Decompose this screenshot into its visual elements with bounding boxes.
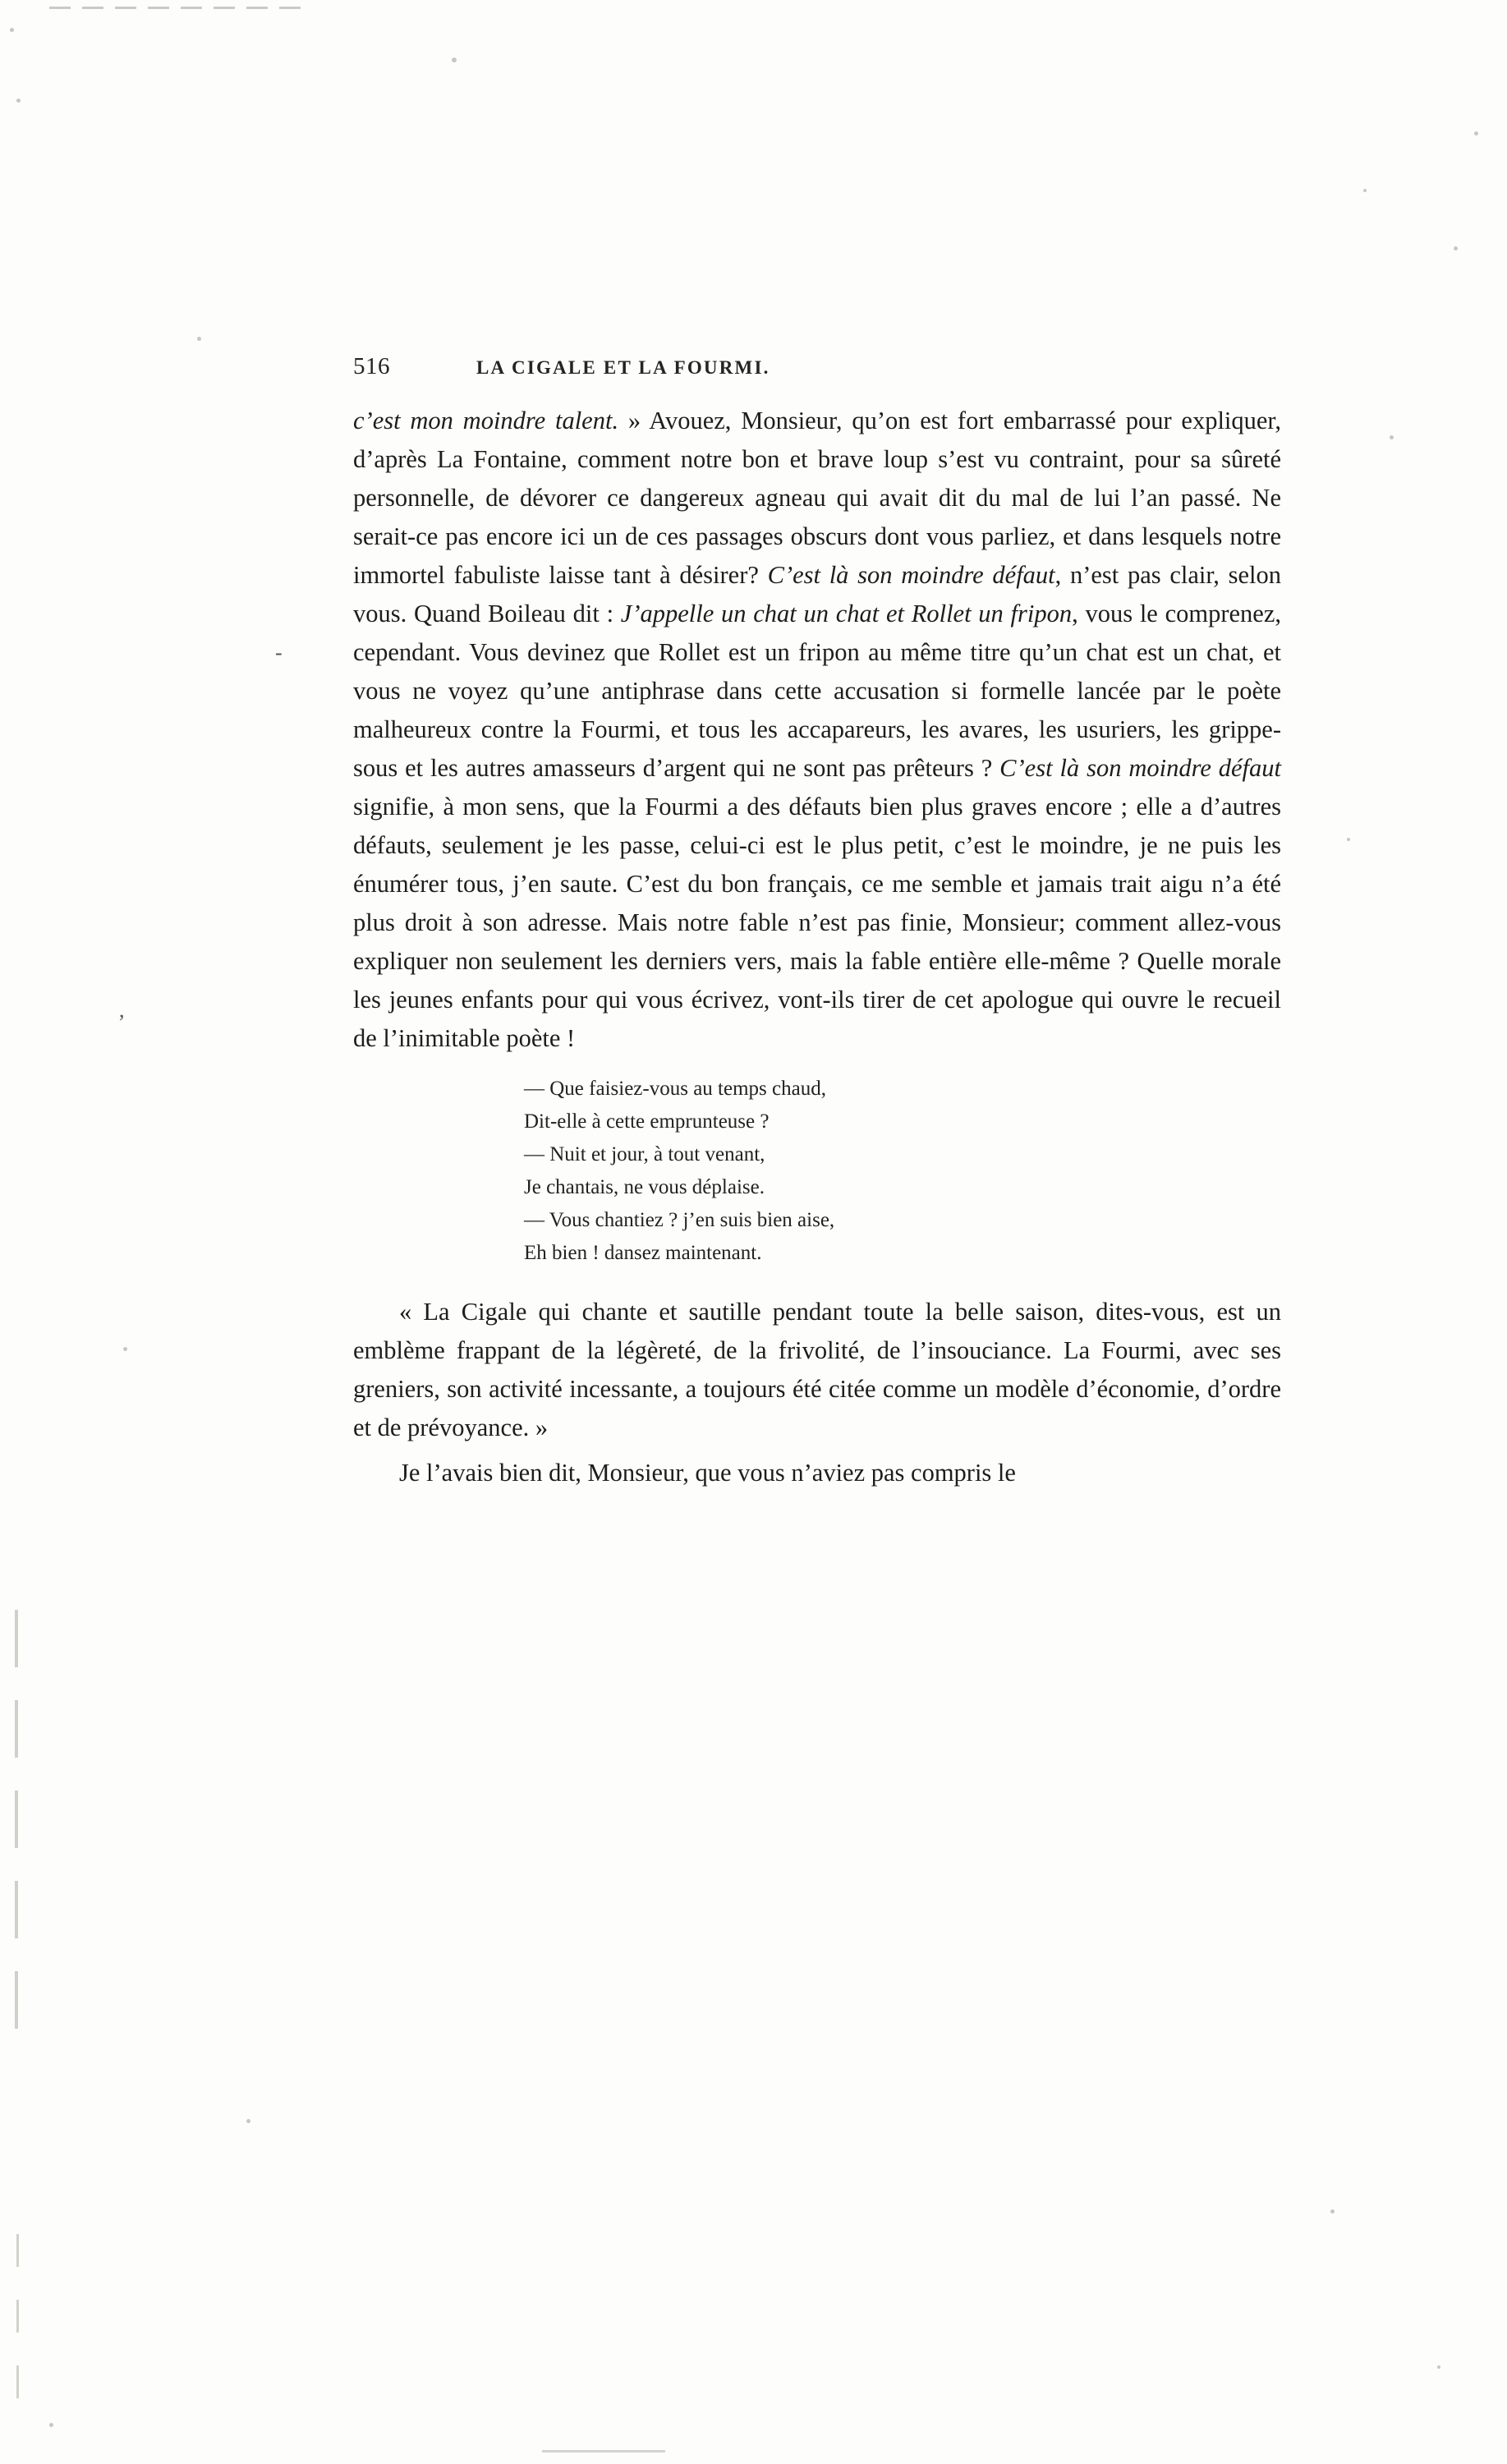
speck [246, 2119, 250, 2123]
speck [123, 1347, 127, 1351]
speck [1363, 189, 1367, 192]
text-run-italic: J’appelle un chat un chat et Rollet un fripon [620, 600, 1073, 627]
text-run-roman: , n’est pas clair, selon vous. Quand Boileau dit : [353, 561, 1281, 627]
speck [16, 99, 21, 103]
speck [1437, 2365, 1440, 2369]
verse-line: Je chantais, ne vous déplaise. [524, 1176, 765, 1198]
margin-comma-mark: , [119, 998, 125, 1022]
text-run-roman: , vous le comprenez, cependant. Vous devinez que Rollet est un fripon au même titre qu’un chat est un chat, et vous ne voyez qu’une antiphrase dans cette accusation si formelle lancée par le poète malheureux contre la Fourmi, et tous les accapareurs, les avares, les usuriers, les grippe-sous et les autres amasseurs d’argent qui ne sont pas prêteurs ? [353, 600, 1281, 782]
speck [1454, 246, 1458, 251]
text-run-italic: C’est là son moindre défaut [999, 754, 1281, 782]
text-run-italic: C’est là son moindre défaut [767, 561, 1055, 589]
verse-block [353, 1073, 1281, 1270]
speck [49, 2423, 53, 2427]
speck [1474, 131, 1478, 136]
speck [10, 28, 14, 32]
running-head-title: LA CIGALE ET LA FOURMI. [476, 357, 770, 378]
speck [1330, 2209, 1335, 2213]
verse-line: — Vous chantiez ? j’en suis bien aise, [524, 1209, 835, 1231]
verse-line: Eh bien ! dansez maintenant. [524, 1242, 762, 1264]
text-run-roman: signifie, à mon sens, que la Fourmi a des défauts bien plus graves encore ; elle a d’autres défauts, seulement je les passe, celui-ci est le plus petit, c’est le moindre, je ne puis les énumérer tous, j’en saute. C’est du bon français, ce me semble et jamais trait aigu n’a été plus droit à son adresse. Mais notre fable n’est pas finie, Monsieur; comment allez-vous expliquer non seulement les derniers vers, mais la fable entière elle-même ? Quelle morale les jeunes enfants pour qui vous écrivez, vont-ils tirer de cet apologue qui ouvre le recueil de l’inimitable poète ! [353, 793, 1281, 1052]
verse-line: Dit-elle à cette emprunteuse ? [524, 1110, 770, 1133]
verse-line: — Nuit et jour, à tout venant, [524, 1143, 765, 1165]
margin-dash-mark: - [275, 641, 283, 664]
scan-artifact-top-dashes [49, 7, 312, 9]
scan-artifact-left-rules [15, 1610, 18, 2037]
verse-line: — Que faisiez-vous au temps chaud, [524, 1078, 826, 1100]
paragraph-2: « La Cigale qui chante et sautille pendant toute la belle saison, dites-vous, est un emblème frappant de la légèreté, de la frivolité, de l’insouciance. La Fourmi, avec ses greniers, son activité incessante, a toujours été citée comme un modèle d’économie, d’ordre et de prévoyance. » [353, 1298, 1281, 1441]
paragraph-3: Je l’avais bien dit, Monsieur, que vous n’aviez pas compris le [399, 1459, 1016, 1487]
speck [1347, 838, 1350, 841]
text-run-roman: » Avouez, Monsieur, qu’on est fort embarrassé pour expliquer, d’après La Fontaine, comment notre bon et brave loup s’est vu contraint, pour sa sûreté personnelle, de dévorer ce dangereux agneau qui avait dit du mal de lui l’an passé. Ne serait-ce pas encore ici un de ces passages obscurs dont vous parliez, et dans lesquels notre immortel fabuliste laisse tant à désirer? [353, 407, 1281, 589]
paragraph-1 [353, 402, 1281, 1058]
speck [197, 337, 201, 341]
scan-artifact-left-ticks [16, 2234, 19, 2423]
speck [1390, 435, 1394, 439]
text-column [353, 353, 1281, 1492]
speck [452, 57, 457, 62]
page-number: 516 [353, 353, 390, 379]
running-head [353, 353, 1281, 380]
text-run-italic: c’est mon moindre talent. [353, 407, 619, 434]
scan-artifact-bottom-dash [542, 2450, 665, 2453]
